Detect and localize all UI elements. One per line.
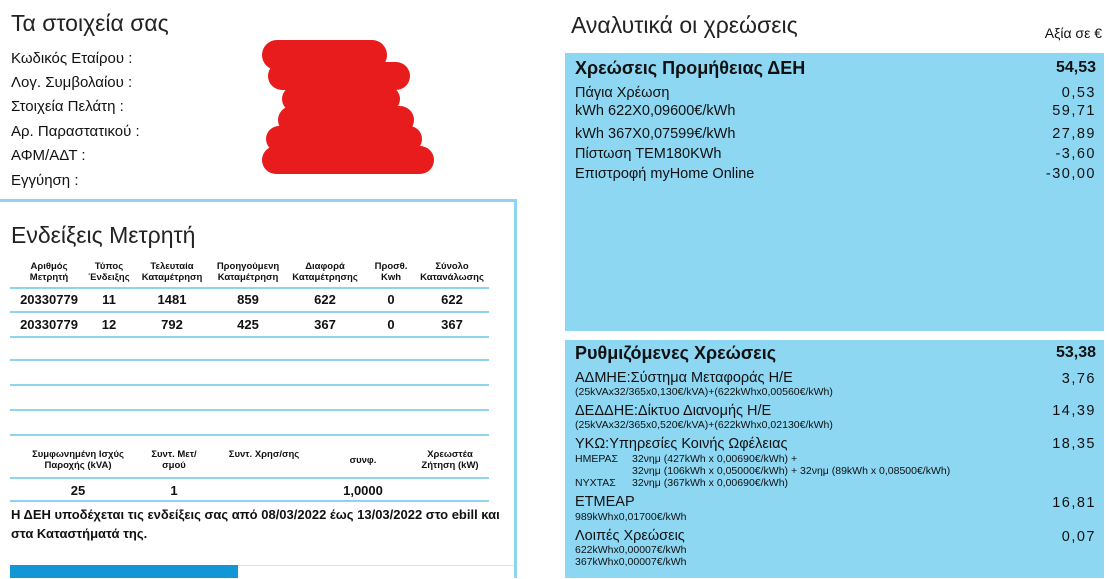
charge-line-label: Πάγια Χρέωση (575, 85, 670, 101)
yko-day-line: 32νημ (427kWh x 0,00690€/kWh) + (632, 453, 798, 465)
meter-header: Συντ. Μετ/σμού (151, 449, 197, 471)
table-cell: 0 (387, 292, 395, 307)
table-cell: 622 (314, 292, 336, 307)
deddie-detail: (25kVAx32/365x0,520€/kVA)+(622kWhx0,02130€/kWh) (575, 419, 833, 431)
meter-header: Προσθ. Kwh (374, 261, 408, 283)
meter-header: Τύπος Ένδειξης (88, 261, 130, 283)
meter-header: Τελευταία Καταμέτρηση (141, 261, 203, 283)
charge-line-amount: 27,89 (1052, 126, 1096, 142)
customer-details-label: Στοιχεία Πελάτη : (11, 98, 124, 115)
table-cell: 20330779 (20, 317, 78, 332)
table-divider (10, 359, 489, 361)
table-divider (10, 336, 489, 338)
admie-amount: 3,76 (1061, 371, 1096, 387)
supply-charges-title: Χρεώσεις Προμήθειας ΔΕΗ (575, 58, 806, 78)
yko-night-label: ΝΥΧΤΑΣ (575, 477, 616, 489)
yko-night-line: 32νημ (367kWh x 0,00690€/kWh) (632, 477, 789, 489)
value-label: Αξία σε € (1044, 25, 1102, 41)
table-cell: 425 (237, 317, 259, 332)
meter-header: Σύνολο Κατανάλωσης (420, 261, 484, 283)
yko-label: ΥΚΩ:Υπηρεσίες Κοινής Ωφέλειας (575, 436, 788, 452)
table-cell: 11 (102, 292, 116, 307)
charge-line-amount: -3,60 (1055, 146, 1096, 162)
meter-header: Αριθμός Μετρητή (29, 261, 69, 283)
meter-header: Συμφωνημένη Ισχύς Παροχής (kVA) (32, 449, 124, 471)
table-cell: 1 (170, 483, 178, 498)
regulated-charges-total: 53,38 (1055, 344, 1096, 361)
admie-detail: (25kVAx32/365x0,130€/kVA)+(622kWhx0,00560€/kWh) (575, 386, 833, 398)
table-cell: 792 (161, 317, 183, 332)
other-charges-detail: 367kWhx0,00007€/kWh (575, 556, 687, 568)
tax-id-label: ΑΦΜ/ΑΔΤ : (11, 147, 86, 164)
contract-account-label: Λογ. Συμβολαίου : (11, 74, 133, 91)
document-number-label: Αρ. Παραστατικού : (11, 123, 140, 140)
deddie-amount: 14,39 (1052, 403, 1096, 419)
table-divider (10, 287, 489, 289)
yko-amount: 18,35 (1052, 436, 1096, 452)
table-cell: 20330779 (20, 292, 78, 307)
charge-line-label: Επιστροφή myHome Online (575, 166, 755, 182)
charge-line-label: Πίστωση ΤΕΜ180KWh (575, 146, 722, 162)
other-charges-label: Λοιπές Χρεώσεις (575, 528, 685, 544)
charge-line-label: kWh 367X0,07599€/kWh (575, 126, 736, 142)
table-cell: 1,0000 (343, 483, 383, 498)
meter-header: συνφ. (349, 455, 377, 466)
supply-charges-total: 54,53 (1055, 59, 1096, 76)
yko-day-line: 32νημ (106kWh x 0,05000€/kWh) + 32νημ (89kWh x 0,08500€/kWh) (632, 465, 951, 477)
table-divider (10, 500, 489, 502)
meter-header: Διαφορά Καταμέτρησης (292, 261, 358, 283)
meter-header: Συντ. Χρησ/σης (228, 449, 300, 460)
yko-day-label: ΗΜΕΡΑΣ (575, 453, 619, 465)
table-divider (10, 384, 489, 386)
other-charges-detail: 622kWhx0,00007€/kWh (575, 544, 687, 556)
table-divider (10, 311, 489, 313)
table-cell: 0 (387, 317, 395, 332)
charge-line-amount: -30,00 (1045, 166, 1096, 182)
customer-title: Τα στοιχεία σας (11, 10, 169, 36)
meter-header: Χρεωστέα Ζήτηση (kW) (421, 449, 479, 471)
charge-line-amount: 59,71 (1052, 103, 1096, 119)
table-cell: 1481 (157, 292, 187, 307)
etmear-label: ΕΤΜΕΑΡ (575, 494, 635, 510)
table-divider (10, 477, 489, 479)
table-cell: 12 (101, 317, 117, 332)
charge-line-label: kWh 622X0,09600€/kWh (575, 103, 736, 119)
charges-title: Αναλυτικά οι χρεώσεις (571, 12, 798, 38)
table-cell: 859 (237, 292, 259, 307)
meter-title: Ενδείξεις Μετρητή (11, 222, 196, 248)
table-divider (10, 409, 489, 411)
deddie-label: ΔΕΔΔΗΕ:Δίκτυο Διανομής Η/Ε (575, 403, 772, 419)
meter-reading-note: Η ΔΕΗ υποδέχεται τις ενδείξεις σας από 08/03/2022 έως 13/03/2022 στο ebill και στα Καταστήματά της. (11, 507, 500, 541)
progress-bar-track (238, 565, 514, 579)
meter-header: Προηγούμενη Καταμέτρηση (216, 261, 280, 283)
table-divider (10, 434, 489, 436)
table-cell: 25 (70, 483, 86, 498)
admie-label: ΑΔΜΗΕ:Σύστημα Μεταφοράς Η/Ε (575, 370, 793, 386)
table-cell: 622 (441, 292, 463, 307)
etmear-detail: 989kWhx0,01700€/kWh (575, 511, 687, 523)
other-charges-amount: 0,07 (1061, 529, 1096, 545)
progress-bar-fill (10, 565, 238, 578)
guarantee-label: Εγγύηση : (11, 172, 79, 189)
table-cell: 367 (314, 317, 336, 332)
regulated-charges-title: Ρυθμιζόμενες Χρεώσεις (575, 343, 777, 363)
table-cell: 367 (441, 317, 463, 332)
etmear-amount: 16,81 (1052, 495, 1096, 511)
charge-line-amount: 0,53 (1061, 85, 1096, 101)
partner-code-label: Κωδικός Εταίρου : (11, 50, 133, 67)
